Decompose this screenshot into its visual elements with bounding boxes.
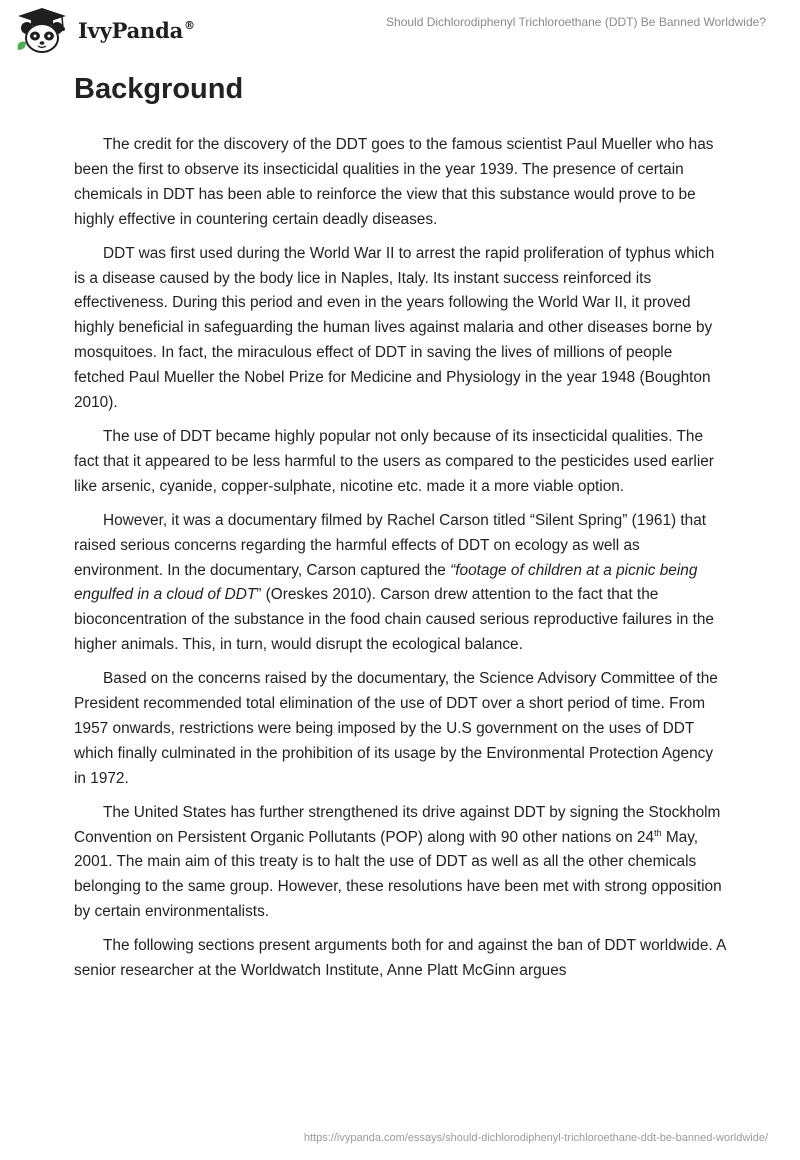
- paragraph-7: The following sections present arguments both for and against the ban of DDT worldwide. A senior researcher at the Worldwatch Institute, Anne Platt McGinn argues: [74, 937, 726, 980]
- ordinal-suffix: th: [654, 827, 662, 838]
- paragraph-6: [74, 801, 726, 926]
- article-body: [74, 133, 726, 993]
- ivypanda-logo[interactable]: [12, 6, 195, 54]
- paragraph-2: DDT was first used during the World War II to arrest the rapid proliferation of typhus which is a disease caused by the body lice in Naples, Italy. Its instant success reinforced its effectiveness. During this period and even in the years following the World War II, it proved highly beneficial in safeguarding the human lives against malaria and other diseases borne by mosquitoes. In fact, the miraculous effect of DDT in saving the lives of millions of people fetched Paul Mueller the Nobel Prize for Medicine and Physiology in the year 1948 (Boughton 2010).: [74, 244, 715, 412]
- panda-graduate-icon: [12, 6, 72, 54]
- logo-name: IvyPanda: [78, 17, 184, 43]
- source-url-link[interactable]: https://ivypanda.com/essays/should-dichlorodiphenyl-trichloroethane-ddt-be-banned-worldwide/: [303, 1132, 768, 1144]
- logo-text: [78, 18, 195, 43]
- paragraph-4: [74, 509, 726, 658]
- page-header: [0, 0, 800, 60]
- paragraph-6-tail: May, 2001. The main aim of this treaty is to halt the use of DDT as well as all the other chemicals belonging to the same group. However, these resolutions have been met with strong opposition by certain environmentalists.: [74, 828, 722, 921]
- paragraph-6-lead: The United States has further strengthened its drive against DDT by signing the Stockholm Convention on Persistent Organic Pollutants (POP) along with 90 other nations on 24: [74, 803, 721, 846]
- paragraph-4-lead: However, it was a documentary filmed by Rachel Carson titled “Silent Spring” (1961) that raised serious concerns regarding the harmful effects of DDT on ecology as well as environment. In the documentary, Carson captured the: [74, 511, 707, 579]
- registered-mark: ®: [184, 18, 195, 32]
- paragraph-5: Based on the concerns raised by the documentary, the Science Advisory Committee of the President recommended total elimination of the use of DDT over a short period of time. From 1957 onwards, restrictions were being imposed by the U.S government on the uses of DDT which finally culminated in the prohibition of its usage by the Environmental Protection Agency in 1972.: [74, 670, 718, 787]
- paragraph-1: The credit for the discovery of the DDT goes to the famous scientist Paul Mueller who has been the first to observe its insecticidal qualities in the year 1939. The presence of certain chemicals in DDT has been able to reinforce the view that this substance would prove to be highly effective in countering certain deadly diseases.: [74, 136, 714, 228]
- paragraph-3: The use of DDT became highly popular not only because of its insecticidal qualities. The fact that it appeared to be less harmful to the users as compared to the pesticides used earlier like arsenic, cyanide, copper-sulphate, nicotine etc. made it a more viable option.: [74, 427, 714, 495]
- document-title: Should Dichlorodiphenyl Trichloroethane (DDT) Be Banned Worldwide?: [386, 15, 766, 29]
- paragraph-4-tail: ” (Oreskes 2010). Carson drew attention to the fact that the bioconcentration of the substance in the food chain caused serious reproductive failures in the higher animals. This, in turn, would disrupt the ecological balance.: [74, 586, 714, 654]
- section-heading: Background: [74, 73, 244, 105]
- paragraph-4-quote: “footage of children at a picnic being engulfed in a cloud of DDT: [74, 561, 698, 604]
